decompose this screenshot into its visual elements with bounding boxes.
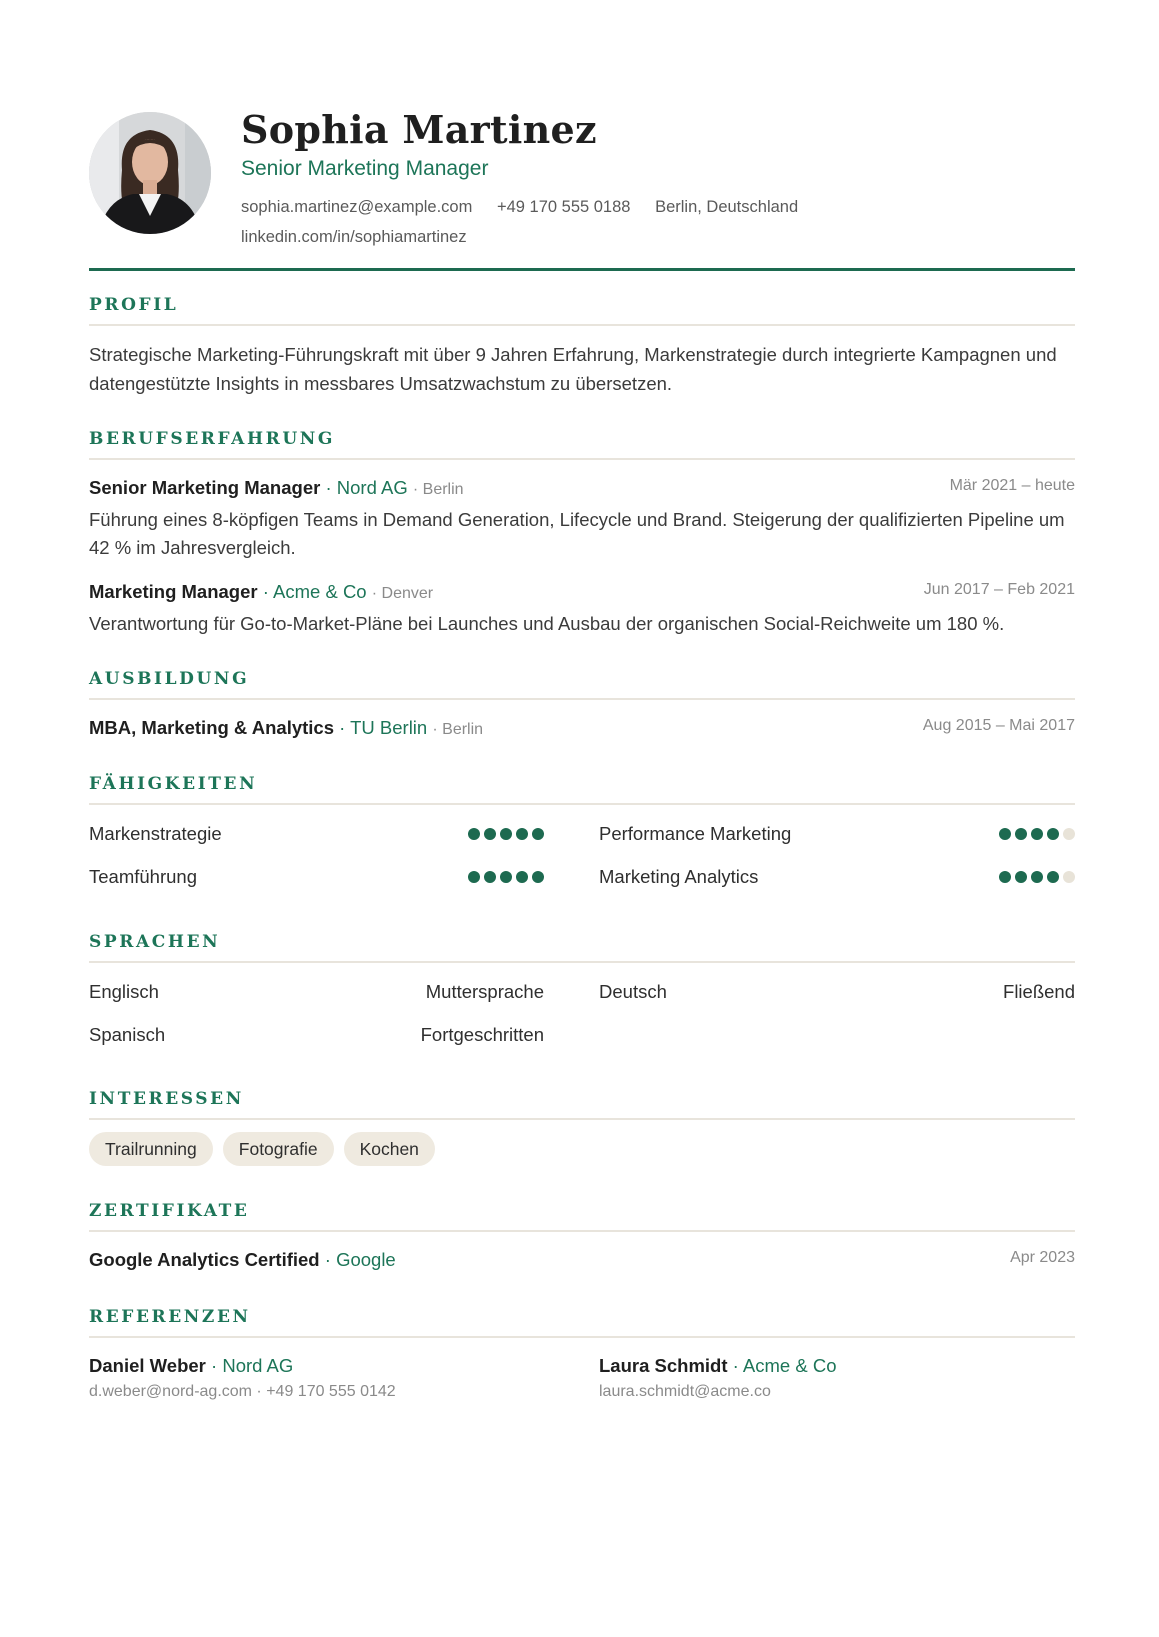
certificate-entry: Google Analytics Certified · Google Apr 2023 <box>89 1246 1075 1274</box>
contact-email[interactable]: sophia.martinez@example.com <box>241 198 473 216</box>
candidate-name: Sophia Martinez <box>241 107 597 152</box>
rating-dot-filled <box>500 828 512 840</box>
section-title: INTERESSEN <box>89 1089 244 1109</box>
reference-contact[interactable]: d.weber@nord-ag.com · +49 170 555 0142 <box>89 1383 396 1400</box>
contact-info <box>241 192 1001 252</box>
candidate-role: Senior Marketing Manager <box>241 157 489 180</box>
certificate-date: Apr 2023 <box>1010 1249 1075 1266</box>
skill-rating <box>468 828 544 840</box>
language-item <box>89 1020 544 1050</box>
language-level: Fortgeschritten <box>420 1024 544 1045</box>
reference-company: Acme & Co <box>742 1355 837 1376</box>
certificate-issuer: Google <box>336 1249 396 1270</box>
entry-school: TU Berlin <box>350 717 428 738</box>
rating-dot-filled <box>484 828 496 840</box>
section-title: PROFIL <box>89 295 179 315</box>
section-title: FÄHIGKEITEN <box>89 774 258 794</box>
reference-contact[interactable]: laura.schmidt@acme.co <box>599 1383 771 1400</box>
languages-section <box>89 929 1075 1057</box>
profile-section <box>89 292 1075 398</box>
rating-dot-filled <box>468 828 480 840</box>
entry-description: Führung eines 8-köpfigen Teams in Demand Generation, Lifecycle und Brand. Steigerung der qualifizierten Pipeline um 42 % im Jahresvergleich. <box>89 509 1065 558</box>
rating-dot-filled <box>999 828 1011 840</box>
section-divider <box>89 1118 1075 1120</box>
rating-dot-filled <box>468 871 480 883</box>
language-item <box>599 977 1075 1007</box>
skill-name: Teamführung <box>89 866 197 887</box>
rating-dot-filled <box>516 871 528 883</box>
certificate-name: Google Analytics Certified <box>89 1249 320 1270</box>
rating-dot-filled <box>1015 828 1027 840</box>
section-divider <box>89 803 1075 805</box>
language-name: Spanisch <box>89 1024 166 1045</box>
entry-degree: MBA, Marketing & Analytics <box>89 717 334 738</box>
rating-dot-filled <box>1047 871 1059 883</box>
rating-dot-filled <box>999 871 1011 883</box>
profile-text: Strategische Marketing-Führungskraft mit über 9 Jahren Erfahrung, Markenstrategie durch integrierte Kampagnen und datengestützte Insights in messbares Umsatzwachstum zu übersetzen. <box>89 344 1057 394</box>
skills-section <box>89 771 1075 899</box>
language-name: Englisch <box>89 981 159 1002</box>
skill-rating <box>999 871 1075 883</box>
entry-company: Acme & Co <box>273 581 367 602</box>
skill-item <box>89 819 544 849</box>
education-entry: MBA, Marketing & Analytics · TU Berlin · Berlin Aug 2015 – Mai 2017 <box>89 714 1075 742</box>
entry-role: Marketing Manager <box>89 581 258 602</box>
interests-section <box>89 1086 1075 1166</box>
interest-chip: Trailrunning <box>89 1132 213 1166</box>
skill-name: Performance Marketing <box>599 823 792 844</box>
entry-location: Berlin <box>422 481 464 498</box>
language-level: Fließend <box>1003 981 1075 1002</box>
entry-role: Senior Marketing Manager <box>89 477 321 498</box>
interest-chip: Kochen <box>344 1132 435 1166</box>
language-name: Deutsch <box>599 981 667 1002</box>
section-divider <box>89 1336 1075 1338</box>
interest-chip: Fotografie <box>223 1132 334 1166</box>
section-divider <box>89 458 1075 460</box>
section-divider <box>89 324 1075 326</box>
skill-item <box>599 819 1075 849</box>
entry-dates: Mär 2021 – heute <box>949 477 1075 494</box>
rating-dot-filled <box>516 828 528 840</box>
rating-dot-filled <box>484 871 496 883</box>
rating-dot-empty <box>1063 871 1075 883</box>
resume-header <box>89 104 1075 272</box>
experience-entry: Senior Marketing Manager · Nord AG · Berlin Mär 2021 – heute Führung eines 8-köpfigen Teams in Demand Generation, Lifecycle und Brand. Steigerung der qualifizierten Pipeline um 42 % im Jahresvergleich. <box>89 474 1075 562</box>
skill-name: Marketing Analytics <box>599 866 759 887</box>
reference-company: Nord AG <box>222 1355 294 1376</box>
experience-entry: Marketing Manager · Acme & Co · Denver Jun 2017 – Feb 2021 Verantwortung für Go-to-Market-Pläne bei Launches und Ausbau der organischen Social-Reichweite um 180 %. <box>89 578 1075 638</box>
section-divider <box>89 698 1075 700</box>
skill-rating <box>999 828 1075 840</box>
section-title: BERUFSERFAHRUNG <box>89 429 336 449</box>
contact-location: Berlin, Deutschland <box>655 198 799 216</box>
rating-dot-empty <box>1063 828 1075 840</box>
section-divider <box>89 1230 1075 1232</box>
avatar <box>89 112 211 234</box>
skill-item <box>599 862 1075 892</box>
rating-dot-filled <box>1031 871 1043 883</box>
languages-grid <box>89 977 1075 1057</box>
section-title: REFERENZEN <box>89 1307 251 1327</box>
rating-dot-filled <box>532 871 544 883</box>
skill-item <box>89 862 544 892</box>
language-item <box>89 977 544 1007</box>
header-divider <box>89 268 1075 271</box>
rating-dot-filled <box>500 871 512 883</box>
references-section <box>89 1304 1075 1412</box>
certificates-section <box>89 1198 1075 1274</box>
reference-item: Daniel Weber · Nord AG d.weber@nord-ag.com · +49 170 555 0142 <box>89 1352 544 1404</box>
entry-location: Berlin <box>442 721 484 738</box>
section-title: SPRACHEN <box>89 932 221 952</box>
entry-dates: Jun 2017 – Feb 2021 <box>923 581 1075 598</box>
section-divider <box>89 961 1075 963</box>
rating-dot-filled <box>532 828 544 840</box>
interest-chips <box>89 1132 1075 1166</box>
section-title: AUSBILDUNG <box>89 669 250 689</box>
rating-dot-filled <box>1015 871 1027 883</box>
avatar-portrait <box>89 112 211 234</box>
experience-section <box>89 426 1075 638</box>
reference-item: Laura Schmidt · Acme & Co laura.schmidt@acme.co <box>599 1352 1054 1404</box>
education-section <box>89 666 1075 742</box>
contact-phone[interactable]: +49 170 555 0188 <box>496 198 631 216</box>
entry-location: Denver <box>381 585 434 602</box>
language-level: Muttersprache <box>425 981 544 1002</box>
entry-dates: Aug 2015 – Mai 2017 <box>922 717 1075 734</box>
section-title: ZERTIFIKATE <box>89 1201 250 1221</box>
reference-name: Laura Schmidt <box>599 1355 728 1376</box>
skill-name: Markenstrategie <box>89 823 222 844</box>
rating-dot-filled <box>1031 828 1043 840</box>
skill-rating <box>468 871 544 883</box>
references-grid <box>89 1352 1075 1412</box>
contact-linkedin[interactable]: linkedin.com/in/sophiamartinez <box>241 228 467 246</box>
entry-description: Verantwortung für Go-to-Market-Pläne bei Launches und Ausbau der organischen Social-Reichweite um 180 %. <box>89 613 1005 634</box>
rating-dot-filled <box>1047 828 1059 840</box>
skills-grid <box>89 819 1075 899</box>
reference-name: Daniel Weber <box>89 1355 206 1376</box>
entry-company: Nord AG <box>336 477 408 498</box>
